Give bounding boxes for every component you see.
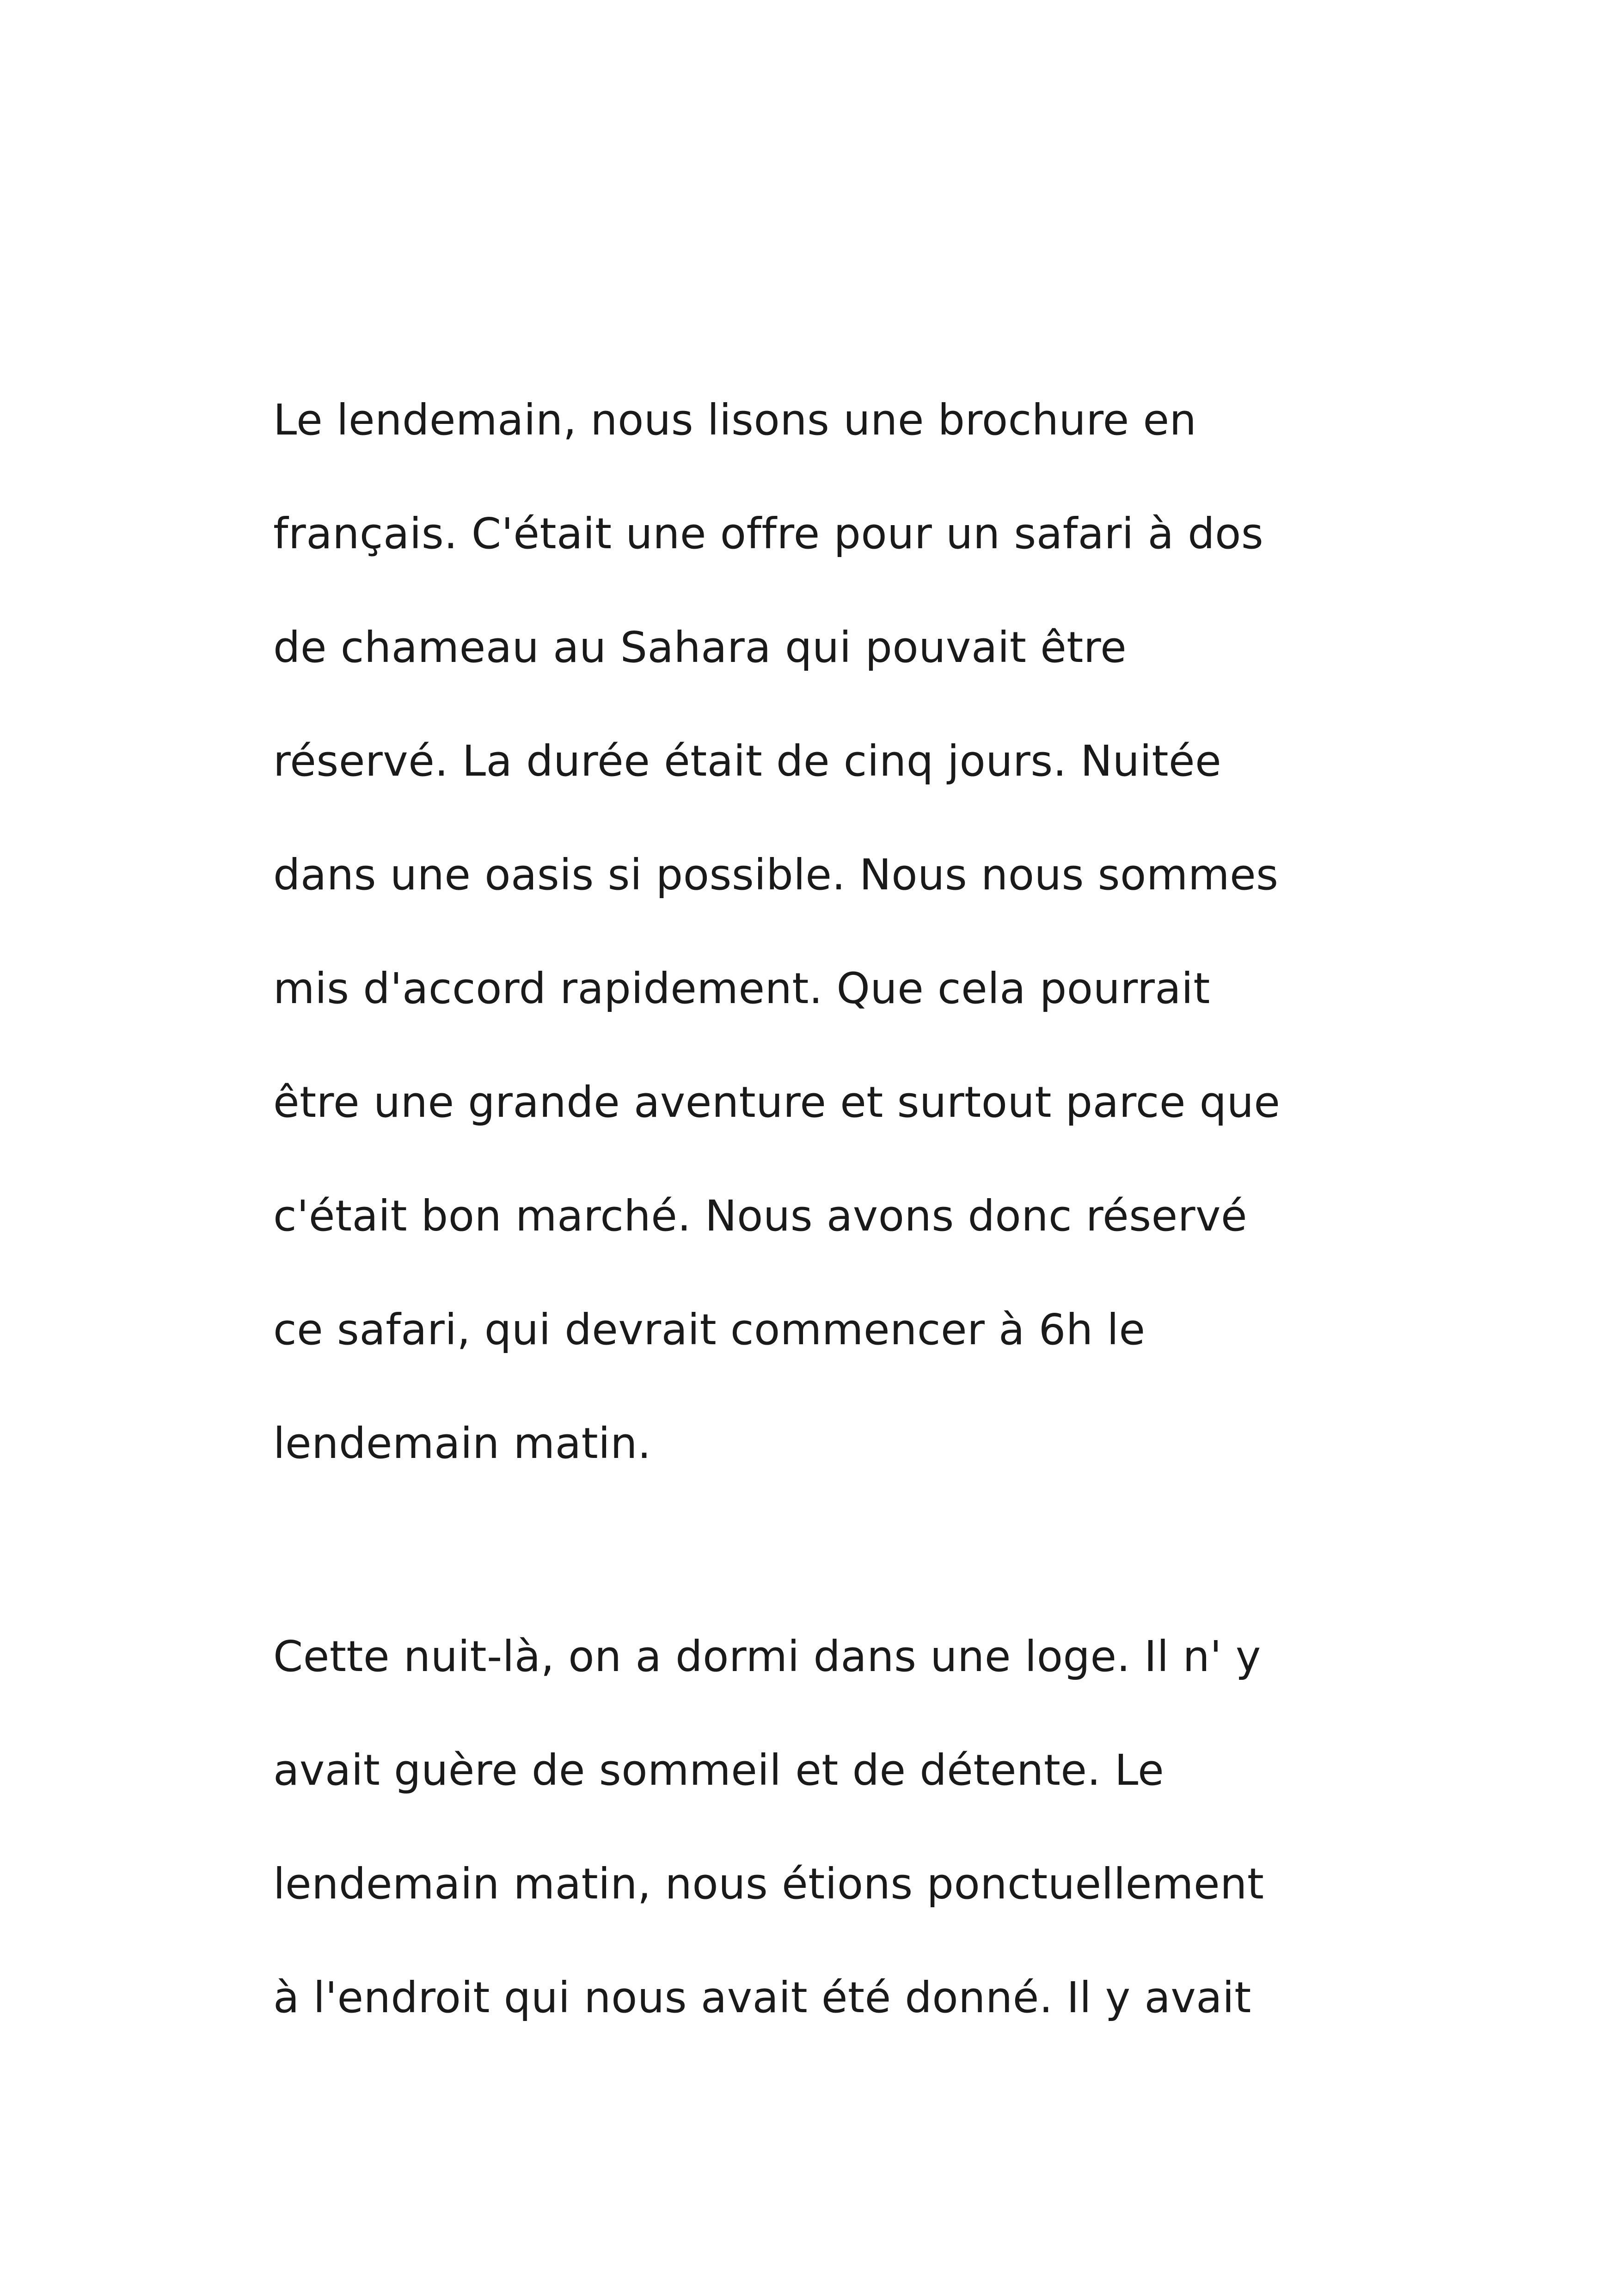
- text-line: Cette nuit-là, on a dormi dans une loge. Il n' y: [273, 1632, 1261, 1681]
- paragraph-2: [273, 1600, 1383, 2055]
- text-line: mis d'accord rapidement. Que cela pourrait: [273, 964, 1210, 1013]
- paragraph-1: [273, 363, 1383, 1500]
- text-line: avait guère de sommeil et de détente. Le: [273, 1745, 1164, 1795]
- text-line: ce safari, qui devrait commencer à 6h le: [273, 1305, 1146, 1354]
- text-line: être une grande aventure et surtout parce que: [273, 1078, 1281, 1127]
- text-line: réservé. La durée était de cinq jours. Nuitée: [273, 736, 1222, 786]
- text-line: lendemain matin, nous étions ponctuellement: [273, 1859, 1264, 1909]
- text-line: à l'endroit qui nous avait été donné. Il y avait: [273, 1973, 1251, 2022]
- text-line: Le lendemain, nous lisons une brochure en: [273, 395, 1197, 445]
- text-line: français. C'était une offre pour un safari à dos: [273, 509, 1264, 558]
- text-line: lendemain matin.: [273, 1419, 651, 1468]
- text-line: c'était bon marché. Nous avons donc réservé: [273, 1191, 1248, 1241]
- text-line: de chameau au Sahara qui pouvait être: [273, 623, 1127, 672]
- text-line: dans une oasis si possible. Nous nous sommes: [273, 850, 1279, 900]
